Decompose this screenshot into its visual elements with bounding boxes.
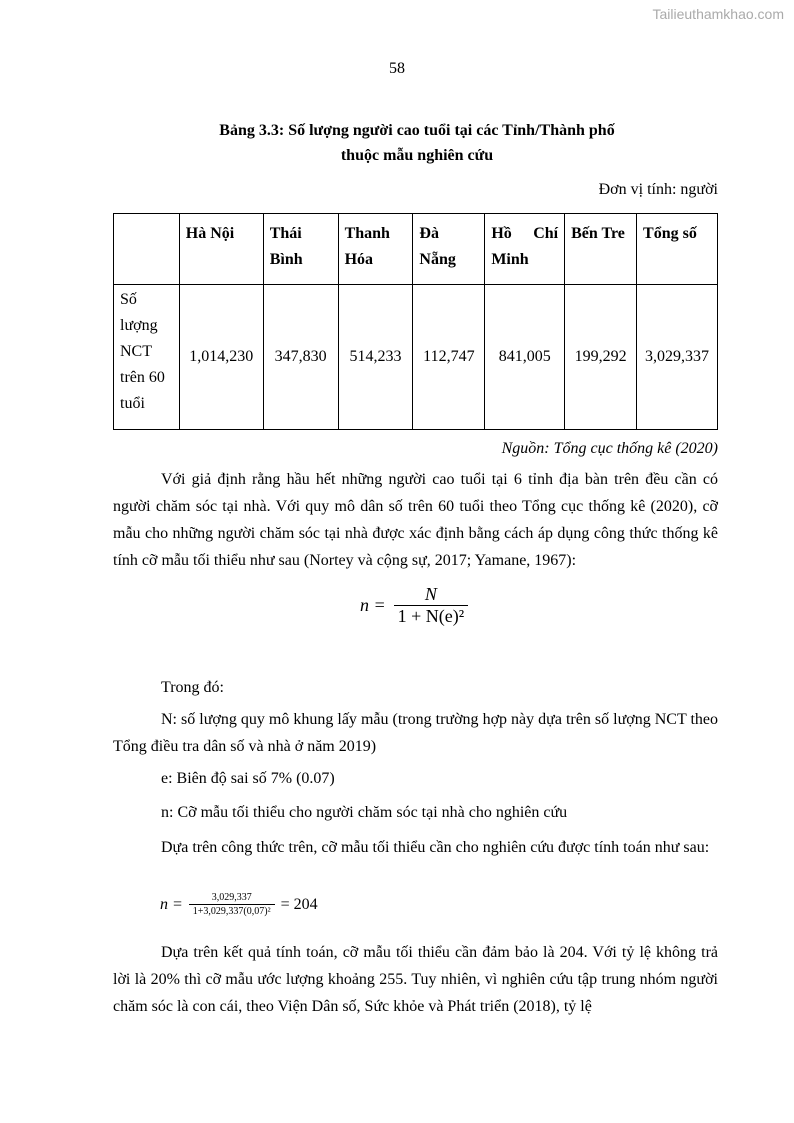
paragraph-intro: Với giả định rằng hầu hết những người cao tuổi tại 6 tỉnh địa bàn trên đều cần có người chăm sóc tại nhà. Với quy mô dân số trên 60 tuổi theo Tổng cục thống kê (2020), cỡ mẫu cho những người chăm sóc tại nhà được xác định bằng cách áp dụng công thức thống kê tính cỡ mẫu tối thiểu như sau (Nortey và cộng sự, 2017; Yamane, 1967): (113, 471, 718, 569)
paragraph-trong-do: Trong đó: (161, 679, 224, 696)
formula2-fraction (189, 892, 275, 917)
formula2-denominator: 1+3,029,337(0,07)² (189, 904, 275, 917)
population-table (113, 213, 718, 430)
definition-N: N: số lượng quy mô khung lấy mẫu (trong trường hợp này dựa trên số lượng NCT theo Tổng điều tra dân số và nhà ở năm 2019) (113, 711, 718, 755)
header-cell-empty (114, 214, 180, 285)
formula-fraction (394, 584, 469, 627)
header-cell-ben-tre: Bến Tre (565, 214, 637, 285)
header-cell-ha-noi: Hà Nội (179, 214, 263, 285)
value-cell-thai-binh: 347,830 (263, 285, 338, 430)
formula-lhs: n = (360, 595, 386, 615)
header-cell-ho-chi-minh: Hồ Chí Minh (485, 214, 565, 285)
paragraph-calculation: Dựa trên công thức trên, cỡ mẫu tối thiểu cần cho nghiên cứu được tính toán như sau: (161, 839, 710, 856)
value-cell-tong-so: 3,029,337 (637, 285, 718, 430)
table-source: Nguồn: Tổng cục thống kê (2020) (501, 440, 718, 457)
unit-label: Đơn vị tính: người (598, 181, 718, 198)
formula-numerator: N (424, 584, 437, 604)
table-title-line2: thuộc mẫu nghiên cứu (340, 147, 494, 164)
formula-yamane (360, 584, 468, 627)
value-cell-thanh-hoa: 514,233 (338, 285, 413, 430)
formula-denominator: 1 + N(e)² (394, 605, 469, 627)
watermark: Tailieuthamkhao.com (652, 6, 784, 22)
formula-calculation (160, 892, 318, 917)
paragraph-result: Dựa trên kết quả tính toán, cỡ mẫu tối thiểu cần đảm bảo là 204. Với tỷ lệ không trả lời là 20% thì cỡ mẫu ước lượng khoảng 255. Tuy nhiên, vì nghiên cứu tập trung nhóm người chăm sóc là con cái, theo Viện Dân số, Sức khỏe và Phát triển (2018), tỷ lệ (113, 944, 718, 1015)
page-number: 58 (389, 60, 405, 77)
formula2-numerator: 3,029,337 (211, 892, 252, 903)
header-cell-da-nang: Đà Nẵng (413, 214, 485, 285)
formula2-result: = 204 (280, 895, 318, 913)
value-cell-da-nang: 112,747 (413, 285, 485, 430)
table-header-row (114, 214, 718, 285)
definition-e: e: Biên độ sai số 7% (0.07) (161, 770, 335, 787)
table-title-line1: Bảng 3.3: Số lượng người cao tuổi tại các Tỉnh/Thành phố (219, 122, 615, 139)
header-cell-thanh-hoa: Thanh Hóa (338, 214, 413, 285)
table-row (114, 285, 718, 430)
formula2-lhs: n = (160, 895, 183, 913)
definition-n: n: Cỡ mẫu tối thiểu cho người chăm sóc tại nhà cho nghiên cứu (161, 804, 568, 821)
value-cell-ha-noi: 1,014,230 (179, 285, 263, 430)
header-cell-tong-so: Tổng số (637, 214, 718, 285)
value-cell-ho-chi-minh: 841,005 (485, 285, 565, 430)
value-cell-ben-tre: 199,292 (565, 285, 637, 430)
header-cell-thai-binh: Thái Bình (263, 214, 338, 285)
row-label-cell: Số lượng NCT trên 60 tuổi (114, 285, 180, 430)
